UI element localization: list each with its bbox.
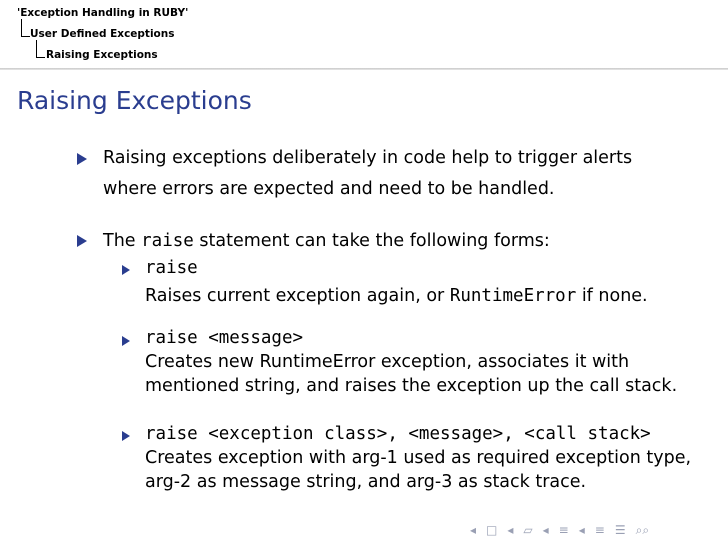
beamer-navigation xyxy=(470,521,649,539)
intro-item xyxy=(103,143,632,205)
slide-first-icon[interactable]: ◂ xyxy=(470,523,477,537)
raise-exception-class-description-line: Creates exception with arg-1 used as required exception type, xyxy=(145,448,692,468)
raise-message-description-line: mentioned string, and raises the exception up the call stack. xyxy=(145,376,678,396)
slide-title: Raising Exceptions xyxy=(17,86,252,115)
frame-prev-icon[interactable]: ◂ xyxy=(507,523,514,537)
raise-exception-class-description-line: arg-2 as message string, and arg-3 as stack trace. xyxy=(145,472,587,492)
breadcrumb-current: Raising Exceptions xyxy=(46,49,158,61)
raise-form-description: Raises current exception again, or RuntimeError if none. xyxy=(145,286,648,306)
raise-message-description-line: Creates new RuntimeError exception, associates it with xyxy=(145,352,630,372)
small-triangle-bullet-icon xyxy=(122,431,130,441)
small-triangle-bullet-icon xyxy=(122,265,130,275)
search-icon[interactable]: ⌕⌕ xyxy=(635,522,650,537)
raise-keyword: raise xyxy=(141,231,194,251)
forms-item xyxy=(103,226,550,257)
triangle-bullet-icon xyxy=(77,235,87,247)
raise-message-item xyxy=(145,326,677,398)
subsection-prev-icon[interactable]: ◂ xyxy=(578,523,585,537)
breadcrumb-subsection: User Defined Exceptions xyxy=(30,28,175,40)
align-icon[interactable]: ☰ xyxy=(614,523,626,537)
raise-message-code: raise <message> xyxy=(145,328,304,348)
slide-prev-icon[interactable]: □ xyxy=(486,523,498,537)
raise-exception-class-code: raise <exception class>, <message>, <call stack> xyxy=(145,424,651,444)
section-next-icon[interactable]: ≡ xyxy=(558,523,569,537)
runtime-error-code: RuntimeError xyxy=(449,286,577,306)
frame-next-icon[interactable]: ▱ xyxy=(523,523,533,537)
small-triangle-bullet-icon xyxy=(122,336,130,346)
triangle-bullet-icon xyxy=(77,153,87,165)
raise-form-item xyxy=(145,254,648,310)
section-prev-icon[interactable]: ◂ xyxy=(542,523,549,537)
forms-prefix: The xyxy=(103,231,142,251)
intro-line: Raising exceptions deliberately in code help to trigger alerts xyxy=(103,148,633,168)
intro-line: where errors are expected and need to be handled. xyxy=(103,179,555,199)
raise-exception-class-item xyxy=(145,422,691,494)
subsection-next-icon[interactable]: ≡ xyxy=(594,523,605,537)
forms-suffix: statement can take the following forms: xyxy=(193,231,550,251)
raise-form-code: raise xyxy=(145,258,198,278)
breadcrumb-section: 'Exception Handling in RUBY' xyxy=(17,7,189,19)
